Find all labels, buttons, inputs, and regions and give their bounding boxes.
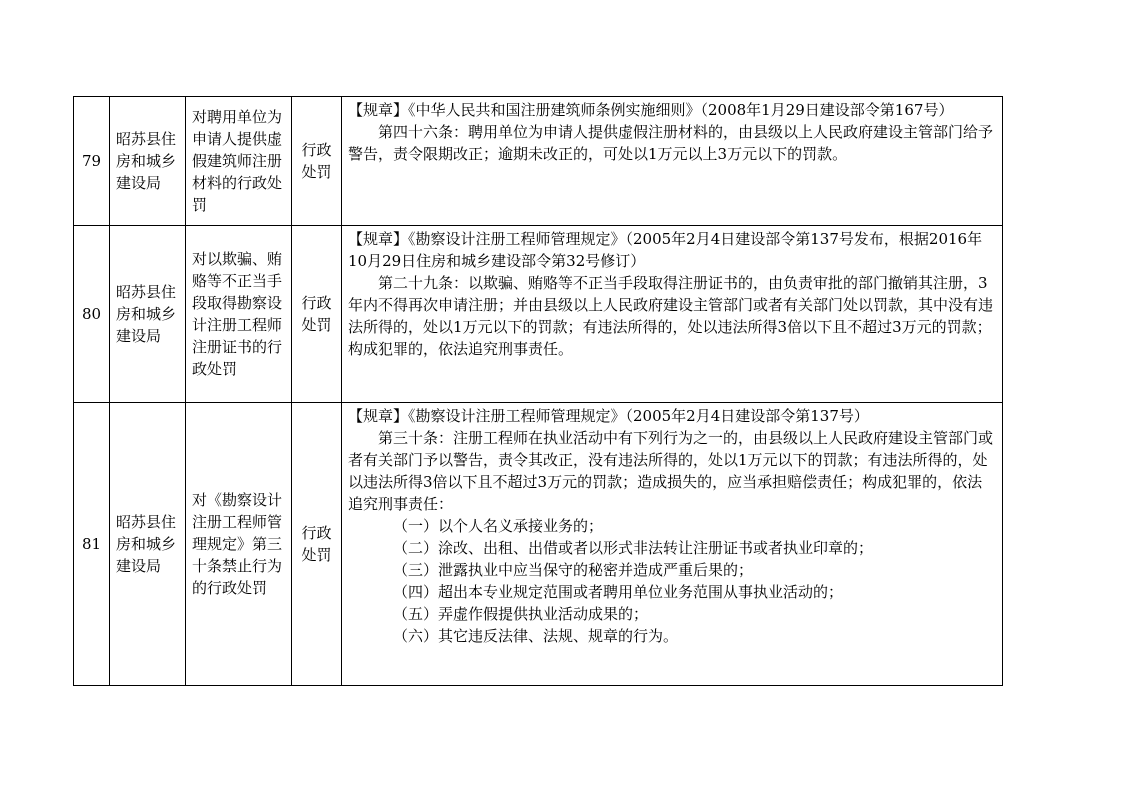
basis-article: 第二十九条：以欺骗、贿赂等不正当手段取得注册证书的，由负责审批的部门撤销其注册，3年内不得再次申请注册；并由县级以上人民政府建设主管部门或者有关部门处以罚款，其中没有违法所得的，处以1万元以下的罚款；有违法所得的，处以违法所得3倍以下且不超过3万元的罚款；构成犯罪的，依法追究刑事责任。 bbox=[348, 274, 994, 358]
row-number: 80 bbox=[74, 226, 110, 403]
item-name-cell: 对聘用单位为申请人提供虚假建筑师注册材料的行政处罚 bbox=[186, 97, 292, 226]
legal-basis-cell bbox=[342, 403, 1003, 686]
penalty-type-cell: 行政处罚 bbox=[292, 403, 342, 686]
basis-list-item: （三）泄露执业中应当保守的秘密并造成严重后果的； bbox=[393, 561, 754, 579]
basis-article: 第四十六条：聘用单位为申请人提供虚假注册材料的，由县级以上人民政府建设主管部门给予警告，责令限期改正；逾期未改正的，可处以1万元以上3万元以下的罚款。 bbox=[348, 123, 994, 163]
legal-basis-cell bbox=[342, 97, 1003, 226]
department-cell: 昭苏县住房和城乡建设局 bbox=[110, 97, 186, 226]
basis-heading: 【规章】《中华人民共和国注册建筑师条例实施细则》（2008年1月29日建设部令第167号） bbox=[348, 101, 954, 119]
item-name-cell: 对以欺骗、贿赂等不正当手段取得勘察设计注册工程师注册证书的行政处罚 bbox=[186, 226, 292, 403]
row-number: 81 bbox=[74, 403, 110, 686]
basis-list-item: （一）以个人名义承接业务的； bbox=[393, 517, 604, 535]
table-row bbox=[74, 97, 1003, 226]
department-cell: 昭苏县住房和城乡建设局 bbox=[110, 403, 186, 686]
basis-heading: 【规章】《勘察设计注册工程师管理规定》（2005年2月4日建设部令第137号发布，根据2016年10月29日住房和城乡建设部令第32号修订） bbox=[348, 230, 983, 270]
basis-list-item: （四）超出本专业规定范围或者聘用单位业务范围从事执业活动的； bbox=[393, 583, 844, 601]
legal-basis-cell bbox=[342, 226, 1003, 403]
penalty-type-cell: 行政处罚 bbox=[292, 97, 342, 226]
basis-list-item: （二）涂改、出租、出借或者以形式非法转让注册证书或者执业印章的； bbox=[393, 539, 874, 557]
department-cell: 昭苏县住房和城乡建设局 bbox=[110, 226, 186, 403]
table-row bbox=[74, 226, 1003, 403]
table-row bbox=[74, 403, 1003, 686]
basis-article: 第三十条：注册工程师在执业活动中有下列行为之一的，由县级以上人民政府建设主管部门或者有关部门予以警告，责令其改正，没有违法所得的，处以1万元以下的罚款；有违法所得的，处以违法所得3倍以下且不超过3万元的罚款；造成损失的，应当承担赔偿责任；构成犯罪的，依法追究刑事责任： bbox=[348, 429, 994, 513]
penalty-type-cell: 行政处罚 bbox=[292, 226, 342, 403]
basis-list-item: （五）弄虚作假提供执业活动成果的； bbox=[393, 605, 649, 623]
row-number: 79 bbox=[74, 97, 110, 226]
penalty-table-sheet bbox=[73, 96, 1002, 686]
item-name-cell: 对《勘察设计注册工程师管理规定》第三十条禁止行为的行政处罚 bbox=[186, 403, 292, 686]
penalty-table bbox=[73, 96, 1003, 686]
basis-list-item: （六）其它违反法律、法规、规章的行为。 bbox=[393, 627, 679, 645]
basis-heading: 【规章】《勘察设计注册工程师管理规定》（2005年2月4日建设部令第137号） bbox=[348, 407, 869, 425]
